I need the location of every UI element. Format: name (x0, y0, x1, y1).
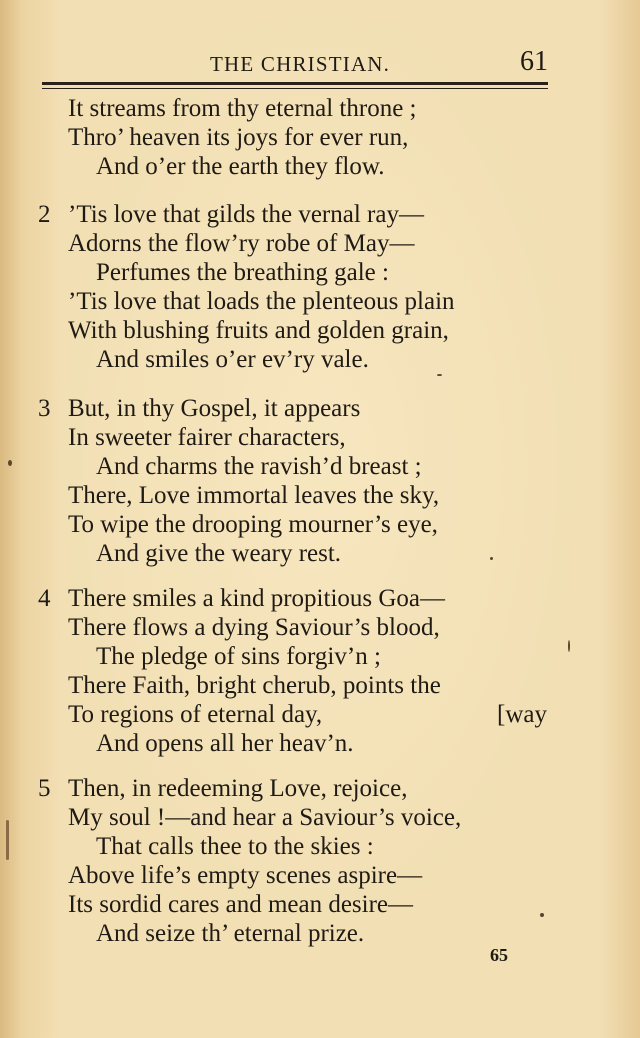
verse-line: The pledge of sins forgiv’n ; (96, 643, 381, 670)
verse-line: There Faith, bright cherub, points the (68, 672, 441, 699)
turnover-word: [way (497, 701, 547, 728)
paper-speck (540, 913, 544, 917)
stanza-number: 5 (38, 775, 51, 802)
verse-line: Adorns the flow’ry robe of May— (68, 230, 415, 257)
verse-line: To wipe the drooping mourner’s eye, (68, 511, 438, 538)
verse-line: ’Tis love that gilds the vernal ray— (68, 201, 424, 228)
stanza-number: 3 (38, 395, 51, 422)
verse-line: Above life’s empty scenes aspire— (68, 862, 423, 889)
verse-line: Its sordid cares and mean desire— (68, 891, 414, 918)
verse-line: Thro’ heaven its joys for ever run, (68, 124, 409, 151)
paper-speck (490, 557, 493, 560)
verse-line: And opens all her heav’n. (96, 730, 354, 757)
verse-line: And smiles o’er ev’ry vale. (96, 346, 369, 373)
stanza-number: 4 (38, 585, 51, 612)
running-head: THE CHRISTIAN. (210, 52, 391, 76)
page-number: 61 (520, 46, 548, 77)
header-rule-thick (42, 82, 548, 85)
signature-mark: 65 (490, 945, 508, 965)
verse-line: Then, in redeeming Love, rejoice, (68, 775, 408, 802)
paper-speck (6, 820, 9, 860)
verse-line: There, Love immortal leaves the sky, (68, 482, 440, 509)
verse-line: To regions of eternal day, (68, 701, 323, 728)
verse-line: With blushing fruits and golden grain, (68, 317, 449, 344)
verse-line: And charms the ravish’d breast ; (96, 453, 422, 480)
page-header (60, 46, 550, 80)
verse-line: But, in thy Gospel, it appears (68, 395, 361, 422)
verse-line: It streams from thy eternal throne ; (68, 95, 417, 122)
paper-speck (437, 374, 442, 376)
verse-line: My soul !—and hear a Saviour’s voice, (68, 804, 462, 831)
verse-line: In sweeter fairer characters, (68, 424, 346, 451)
verse-line: There flows a dying Saviour’s blood, (68, 614, 440, 641)
verse-line: And o’er the earth they flow. (96, 153, 385, 180)
stanza-number: 2 (38, 201, 51, 228)
paper-speck (568, 640, 570, 652)
verse-line: And give the weary rest. (96, 540, 342, 567)
verse-line: There smiles a kind propitious Goa— (68, 585, 446, 612)
verse-line: And seize th’ eternal prize. (96, 920, 365, 947)
verse-line: That calls thee to the skies : (96, 833, 374, 860)
header-rule-thin (42, 88, 548, 89)
verse-line: Perfumes the breathing gale : (96, 259, 389, 286)
paper-speck (8, 460, 12, 466)
verse-line: ’Tis love that loads the plenteous plain (68, 288, 455, 315)
